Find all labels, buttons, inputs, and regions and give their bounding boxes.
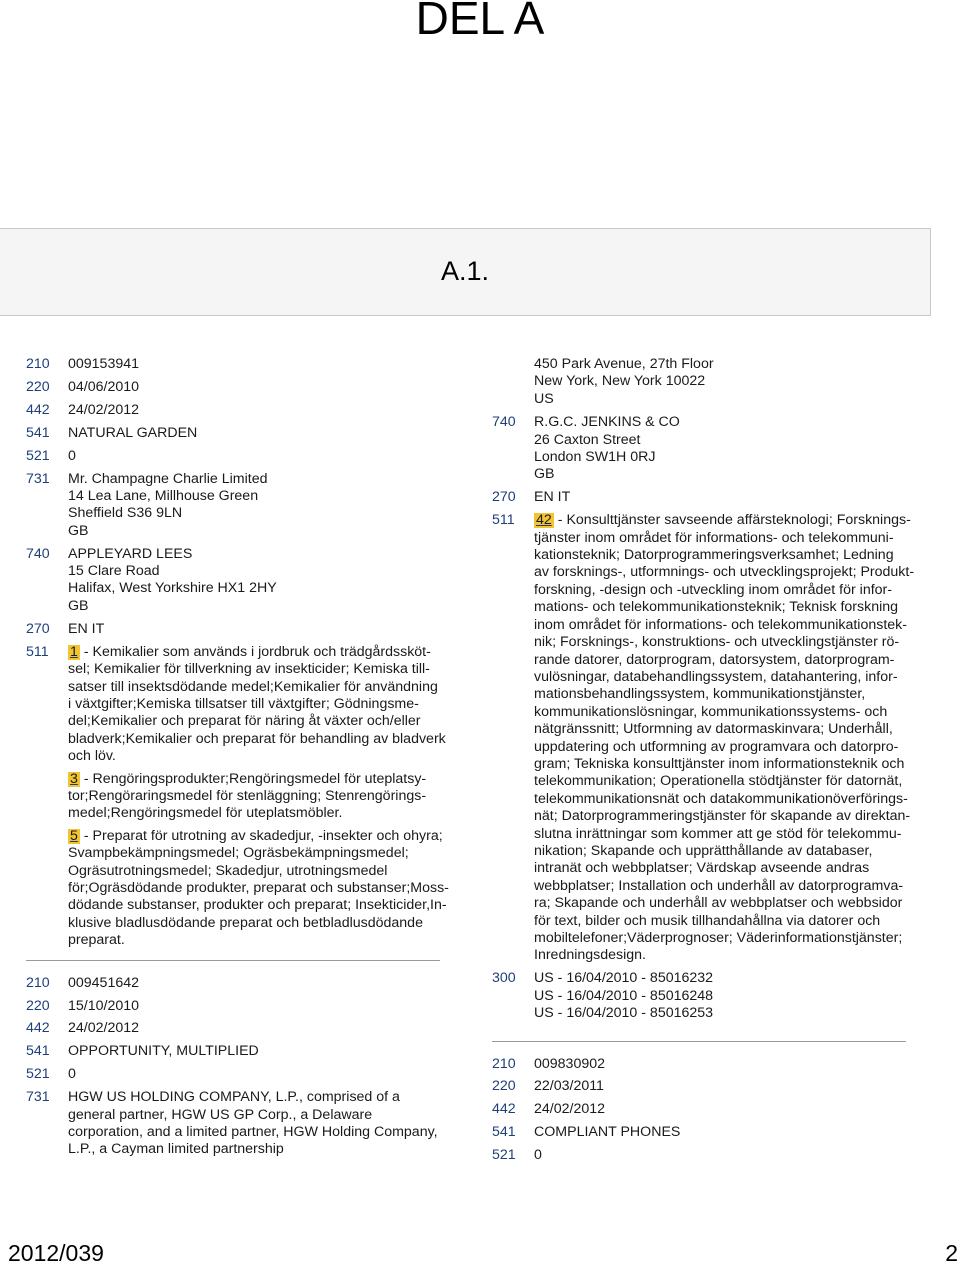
class-text: och löv. bbox=[68, 748, 116, 765]
field-value bbox=[534, 1124, 912, 1141]
field-line: GB bbox=[68, 522, 89, 539]
class-text: vulösningar, databehandlingssystem, datahantering, infor- bbox=[534, 668, 898, 685]
field-value bbox=[68, 448, 446, 465]
record-row bbox=[26, 379, 446, 396]
class-text: slutna inrättningar som kommer att ge stöd för telekommu- bbox=[534, 825, 902, 842]
field-line: R.G.C. JENKINS & CO bbox=[534, 414, 680, 431]
field-value bbox=[68, 356, 446, 373]
continuation-value bbox=[534, 356, 912, 408]
field-line: Sheffield S36 9LN bbox=[68, 505, 183, 522]
class-text: mationsbehandlingssystem, kommunikationstjänster, bbox=[534, 686, 866, 703]
field-code: 300 bbox=[492, 970, 516, 987]
class-text: Inredningsdesign. bbox=[534, 947, 647, 964]
field-code: 270 bbox=[26, 620, 50, 637]
class-text: sel; Kemikalier för tillverkning av insekticider; Kemiska till- bbox=[68, 661, 430, 678]
record-row bbox=[492, 1056, 912, 1073]
field-code: 521 bbox=[26, 447, 50, 464]
entry-separator bbox=[492, 1041, 906, 1042]
field-value bbox=[68, 402, 446, 419]
field-value bbox=[68, 975, 446, 992]
field-value bbox=[68, 1043, 446, 1060]
field-value bbox=[68, 471, 446, 541]
field-code: 210 bbox=[26, 974, 50, 991]
class-text: telekommunikation; Operationella stödtjänster för datornät, bbox=[534, 773, 903, 790]
field-line: 14 Lea Lane, Millhouse Green bbox=[68, 487, 259, 504]
entry-separator bbox=[26, 960, 440, 961]
field-code: 220 bbox=[26, 378, 50, 395]
field-code: 220 bbox=[492, 1078, 516, 1095]
priority-row bbox=[492, 970, 912, 1022]
class-item bbox=[68, 644, 449, 766]
field-code: 270 bbox=[492, 489, 516, 506]
class-line bbox=[534, 913, 914, 930]
field-code: 220 bbox=[26, 997, 50, 1014]
record-row bbox=[26, 448, 446, 465]
class-line bbox=[534, 791, 914, 808]
field-value bbox=[68, 1089, 446, 1159]
field-line: APPLEYARD LEES bbox=[68, 545, 193, 562]
field-value bbox=[534, 1101, 912, 1118]
class-text: gram; Tekniska konsulttjänster inom informationsteknik och bbox=[534, 755, 905, 772]
class-line bbox=[68, 644, 449, 661]
class-text: nikation; Skapande och upprätthållande av databaser, bbox=[534, 842, 873, 859]
class-line bbox=[68, 731, 449, 748]
field-line: 450 Park Avenue, 27th Floor bbox=[534, 356, 714, 372]
class-line bbox=[534, 617, 914, 634]
class-line bbox=[534, 808, 914, 825]
field-line: US bbox=[534, 390, 554, 407]
class-text: del;Kemikalier och preparat för näring åt växter och/eller bbox=[68, 713, 421, 730]
class-text: - Rengöringsprodukter;Rengöringsmedel för uteplatsy- bbox=[83, 770, 427, 787]
class-text: för;Ogräsdödande produkter, preparat och substanser;Moss- bbox=[68, 879, 449, 896]
classes-row bbox=[492, 512, 915, 965]
record-row bbox=[26, 621, 446, 638]
class-line bbox=[68, 748, 449, 765]
class-line bbox=[68, 880, 449, 897]
class-line bbox=[68, 713, 449, 730]
field-line: 24/02/2012 bbox=[534, 1101, 606, 1118]
class-text: - Konsulttjänster savseende affärsteknologi; Forsknings- bbox=[557, 512, 911, 529]
field-line: 24/02/2012 bbox=[68, 1020, 140, 1037]
field-value bbox=[68, 998, 446, 1015]
class-line bbox=[68, 661, 449, 678]
field-code: 541 bbox=[492, 1124, 516, 1141]
field-line: Halifax, West Yorkshire HX1 2HY bbox=[68, 580, 277, 597]
field-code: 442 bbox=[26, 1020, 50, 1037]
field-code: 511 bbox=[26, 643, 49, 660]
class-number-badge: 5 bbox=[70, 827, 78, 844]
field-line: GB bbox=[68, 597, 89, 614]
field-line: US - 16/04/2010 - 85016248 bbox=[534, 987, 714, 1004]
field-line: L.P., a Cayman limited partnership bbox=[68, 1141, 284, 1158]
page-header-title: DEL A bbox=[415, 0, 545, 44]
class-text: dödande substanser, produkter och preparat; Insekticider,In- bbox=[68, 897, 447, 914]
class-line bbox=[534, 634, 914, 651]
field-value bbox=[534, 414, 912, 484]
classes-list bbox=[68, 644, 449, 950]
field-code: 442 bbox=[26, 401, 50, 418]
class-text: nät; Datorprogrammeringstjänster för skapande av direktan- bbox=[534, 808, 911, 825]
field-line: US - 16/04/2010 - 85016253 bbox=[534, 1005, 714, 1022]
class-item bbox=[68, 771, 449, 823]
classes-list bbox=[534, 512, 914, 965]
class-number-badge: 1 bbox=[70, 643, 78, 660]
field-line: 04/06/2010 bbox=[68, 378, 140, 395]
record-row bbox=[492, 1078, 912, 1095]
class-line bbox=[534, 686, 914, 703]
class-line bbox=[534, 704, 914, 721]
field-line: Mr. Champagne Charlie Limited bbox=[68, 470, 268, 487]
field-value bbox=[534, 489, 912, 506]
class-line bbox=[534, 878, 914, 895]
class-line bbox=[534, 582, 914, 599]
field-code: 541 bbox=[26, 424, 50, 441]
class-text: Ogräsutrotningsmedel; Skadedjur, utrotningsmedel bbox=[68, 862, 388, 879]
class-text: Svampbekämpningsmedel; Ogräsbekämpningsmedel; bbox=[68, 845, 409, 862]
field-line: EN IT bbox=[68, 620, 105, 637]
class-line bbox=[68, 932, 449, 949]
class-line bbox=[534, 530, 914, 547]
field-code: 541 bbox=[26, 1043, 50, 1060]
class-line bbox=[68, 897, 449, 914]
field-value bbox=[68, 621, 446, 638]
class-text: i växtgifter;Kemiska tillsatser till växtgifter; Gödningsme- bbox=[68, 695, 419, 712]
field-line: EN IT bbox=[534, 489, 571, 506]
class-line bbox=[68, 828, 449, 845]
record-row bbox=[26, 998, 446, 1015]
class-text: bladverk;Kemikalier och preparat för behandling av bladverk bbox=[68, 730, 446, 747]
right-column bbox=[492, 356, 915, 1170]
class-text: rande datorer, datorprogram, datorsystem, datorprogram- bbox=[534, 651, 895, 668]
field-value bbox=[534, 1078, 912, 1095]
class-line bbox=[534, 756, 914, 773]
class-text: kationsteknik; Datorprogrammeringsverksamhet; Ledning bbox=[534, 547, 894, 564]
field-line: New York, New York 10022 bbox=[534, 373, 706, 390]
field-code: 442 bbox=[492, 1101, 516, 1118]
class-line bbox=[68, 915, 449, 932]
field-code: 521 bbox=[492, 1147, 516, 1164]
class-item bbox=[68, 828, 449, 950]
class-line bbox=[68, 788, 449, 805]
field-code: 511 bbox=[492, 512, 515, 529]
field-line: corporation, and a limited partner, HGW Holding Company, bbox=[68, 1123, 438, 1140]
class-text: nik; Forsknings-, konstruktions- och utvecklingstjänster rö- bbox=[534, 634, 900, 651]
class-line bbox=[68, 863, 449, 880]
continuation-row bbox=[492, 356, 912, 408]
field-line: 0 bbox=[534, 1147, 542, 1164]
field-code: 521 bbox=[26, 1066, 50, 1083]
record-row bbox=[492, 1124, 912, 1141]
class-line bbox=[534, 547, 914, 564]
class-text: uppdatering och utformning av programvara och datorpro- bbox=[534, 738, 899, 755]
class-text: tjänster inom området för informations- och telekommuni- bbox=[534, 529, 894, 546]
field-value bbox=[68, 546, 446, 616]
class-line bbox=[68, 679, 449, 696]
field-value bbox=[68, 1066, 446, 1083]
field-line: general partner, HGW US GP Corp., a Delaware bbox=[68, 1106, 373, 1123]
class-text: för text, bilder och musik tillhandahållna via datorer och bbox=[534, 912, 881, 929]
field-line: 22/03/2011 bbox=[534, 1078, 604, 1095]
field-line: London SW1H 0RJ bbox=[534, 449, 656, 466]
class-line bbox=[534, 652, 914, 669]
record-row bbox=[26, 402, 446, 419]
class-text: telekommunikationsnät och datakommunikationöverförings- bbox=[534, 790, 908, 807]
field-line: 0 bbox=[68, 1066, 76, 1083]
class-text: intranät och webbplatser; Värdskap avseende andras bbox=[534, 860, 870, 877]
record-row bbox=[26, 546, 446, 616]
class-line bbox=[68, 696, 449, 713]
field-line: HGW US HOLDING COMPANY, L.P., comprised of a bbox=[68, 1089, 400, 1106]
record-row bbox=[26, 1043, 446, 1060]
section-title: A.1. bbox=[440, 256, 490, 286]
class-text: medel;Rengöringsmedel för uteplatsmöbler. bbox=[68, 805, 343, 822]
class-text: klusive bladlusdödande preparat och betbladlusdödande bbox=[68, 914, 423, 931]
class-line bbox=[534, 599, 914, 616]
class-line bbox=[534, 739, 914, 756]
class-text: mobiltelefoner;Väderprognoser; Väderinformationstjänster; bbox=[534, 930, 903, 946]
class-line bbox=[534, 564, 914, 581]
class-line bbox=[534, 669, 914, 686]
class-line bbox=[68, 771, 449, 788]
class-text: - Kemikalier som används i jordbruk och trädgårdssköt- bbox=[83, 643, 431, 660]
field-code: 210 bbox=[26, 356, 50, 372]
field-line: NATURAL GARDEN bbox=[68, 424, 198, 441]
field-line: 15 Clare Road bbox=[68, 563, 160, 580]
field-code: 740 bbox=[492, 414, 516, 431]
field-value bbox=[68, 379, 446, 396]
class-text: webbplatser; Installation och underhåll av datorprogramva- bbox=[534, 877, 904, 894]
field-line: US - 16/04/2010 - 85016232 bbox=[534, 970, 714, 987]
page-number: 2 bbox=[945, 1240, 958, 1266]
class-text: ra; Skapande och underhåll av webbplatser och webbsidor bbox=[534, 895, 903, 912]
field-code: 731 bbox=[26, 1089, 50, 1106]
record-row bbox=[26, 1089, 446, 1159]
class-line bbox=[534, 895, 914, 912]
record-row bbox=[26, 975, 446, 992]
field-line: 009451642 bbox=[68, 974, 140, 991]
left-column bbox=[26, 356, 449, 1164]
class-line bbox=[534, 860, 914, 877]
record-row bbox=[492, 489, 912, 506]
class-text: mations- och telekommunikationsteknik; Teknisk forskning bbox=[534, 599, 899, 616]
field-line: 009153941 bbox=[68, 356, 140, 372]
class-line bbox=[68, 805, 449, 822]
field-value bbox=[68, 1020, 446, 1037]
class-text: av forsknings-, utformnings- och utvecklingsprojekt; Produkt- bbox=[534, 564, 915, 581]
record-row bbox=[492, 1101, 912, 1118]
field-line: 009830902 bbox=[534, 1055, 606, 1072]
classes-row bbox=[26, 643, 449, 950]
record-row bbox=[26, 1066, 446, 1083]
class-text: inom området för informations- och telekommunikationstek- bbox=[534, 616, 907, 633]
class-text: nätgränssnitt; Utformning av datormaskinvara; Underhåll, bbox=[534, 721, 893, 738]
field-code: 731 bbox=[26, 470, 50, 487]
class-line bbox=[534, 843, 914, 860]
record-row bbox=[492, 1147, 912, 1164]
issue-number: 2012/039 bbox=[8, 1240, 104, 1266]
class-text: preparat. bbox=[68, 932, 125, 949]
class-number-badge: 3 bbox=[70, 770, 78, 787]
class-line bbox=[534, 512, 914, 529]
record-row bbox=[492, 414, 912, 484]
class-text: tor;Rengöraringsmedel för stenläggning; Stenrengörings- bbox=[68, 787, 427, 804]
field-value bbox=[534, 1056, 912, 1073]
record-row bbox=[26, 1020, 446, 1037]
field-line: GB bbox=[534, 466, 555, 483]
record-row bbox=[26, 356, 446, 373]
field-value bbox=[534, 970, 912, 1022]
record-row bbox=[26, 471, 446, 541]
field-line: 15/10/2010 bbox=[68, 997, 140, 1014]
field-line: OPPORTUNITY, MULTIPLIED bbox=[68, 1043, 259, 1060]
class-line bbox=[68, 845, 449, 862]
field-line: 26 Caxton Street bbox=[534, 431, 641, 448]
class-line bbox=[534, 773, 914, 790]
class-line bbox=[534, 930, 914, 947]
field-code: 740 bbox=[26, 545, 50, 562]
class-text: forskning, -design och -utveckling inom området för infor- bbox=[534, 581, 892, 598]
field-value bbox=[68, 425, 446, 442]
field-line: 0 bbox=[68, 447, 76, 464]
class-line bbox=[534, 826, 914, 843]
field-line: 24/02/2012 bbox=[68, 401, 140, 418]
class-line bbox=[534, 721, 914, 738]
field-value bbox=[534, 1147, 912, 1164]
class-item bbox=[534, 512, 914, 965]
class-text: - Preparat för utrotning av skadedjur, -insekter och ohyra; bbox=[83, 827, 443, 844]
field-line: COMPLIANT PHONES bbox=[534, 1124, 681, 1141]
class-line bbox=[534, 947, 914, 964]
field-code: 210 bbox=[492, 1055, 516, 1072]
class-text: satser till insektsdödande medel;Kemikalier för användning bbox=[68, 678, 438, 695]
record-row bbox=[26, 425, 446, 442]
class-number-badge: 42 bbox=[536, 512, 552, 529]
class-text: kommunikationslösningar, kommunikationssystems- och bbox=[534, 703, 888, 720]
